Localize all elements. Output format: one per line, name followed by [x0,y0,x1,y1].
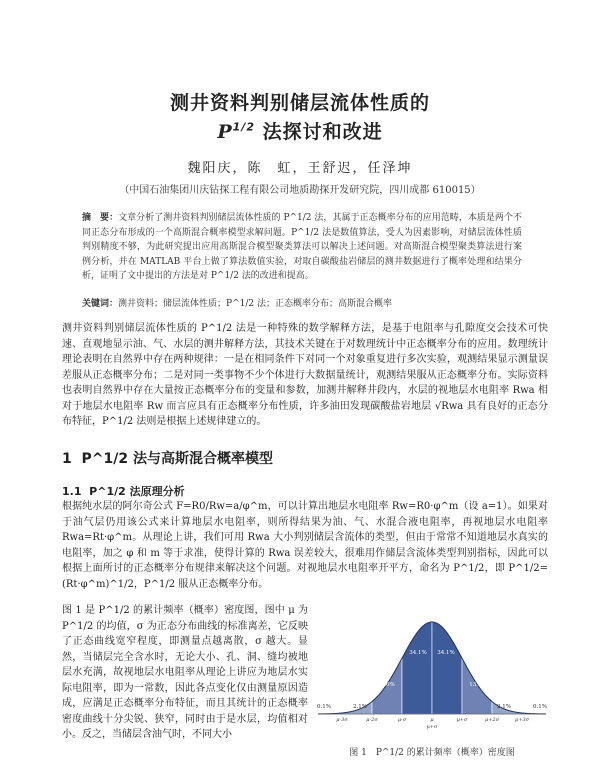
figure-band [432,622,462,714]
figure-percent-label: 2.1% [353,704,367,710]
section-1-title: P^1/2 法与高斯混合概率模型 [81,451,273,467]
figure-fill-group [342,622,522,714]
figure-percent-label: 0.1% [533,704,547,710]
abstract-text: 文章分析了测井资料判别储层流体性质的 P^1/2 法，其属于正态概率分布的应用范畴，本质是两个不同正态分布形成的一个高斯混合概率模型求解问题。P^1/2 法是数值算法，受人为因素影响，对储层流体性质判别精度不够，为此研究提出应用高斯混合模型聚类算法可以解决上述问题。对高斯混合模型聚类算法进行案例分析，并在 MATLAB 平台上做了算法数值实验，对取自碳酸盐岩储层的测井数据进行了概率处理和结果分析，证明了文中提出的方法是对 P^1/2 法的改进和提高。 [82,213,522,282]
figure-axis-label: μ+3σ [514,717,530,723]
figure-axis-labels [336,717,529,723]
figure-axis-label: μ-3σ [336,717,348,723]
figure-percent-label: 13.6% [469,682,487,688]
intro-paragraph: 测井资料判别储层流体性质的 P^1/2 法是一种特殊的数学解释方法，是基于电阻率与孔隙度交会技术可快速、直观地显示油、气、水层的测井解释方法，其技术关键在于对数理统计中正态概率分布的应用。数理统计理论表明在自然界中存在两种规律：一是在相同条件下对同一个对象重复进行多次实验，观测结果显示测量误差服从正态概率分布；二是对同一类事物不少个体进行大数据量统计，观测结果服从正态概率分布。实际资料也表明自然界中存在大量按正态概率分布的变量和参数，加测井解释井段内，水层的视地层水电阻率 Rwa 相对于地层水电阻率 Rw 而言应具有正态概率分布性质，许多油田发现碳酸盐岩地层 √Rwa 具有良好的正态分布特征，P^1/2 法则是根据上述规律建立的。 [62,323,548,427]
title-rest: 法探讨和改进 [255,121,383,143]
abstract-label: 摘 要： [82,213,119,223]
figure-percent-label: 13.6% [377,682,395,688]
section-1-1-number: 1.1 [62,485,82,498]
body-paragraph-2: 图 1 是 P^1/2 的累计频率（概率）密度图，图中 μ 为 P^1/2 的均值，σ 为正态分布曲线的标准离差，它反映了正态曲线宽窄程度，即测量点越离散，σ 越大。显然，当储层完全含水时，无论大小、孔、洞、缝均被地层水充满，故视地层水电阻率从理论上讲应为地层水实际电阻率，即为一常数，因此各点变化仅由测量原因造成，应满足正态概率分布特征，而且其统计的正态概率密度曲线十分尖锐、狭窄，同时由于是水层，均值相对小。反之，当储层含油气时，不同大小 [62,605,308,740]
paper-title-line1: 测井资料判别储层流体性质的 [169,92,430,114]
figure-axis-bottom-label: μ+σ [426,724,438,730]
affiliation: （中国石油集团川庆钻探工程有限公司地质勘探开发研究院，四川成都 610015） [119,185,481,196]
section-1-1-heading [62,483,185,499]
keywords-text: 测井资料；储层流体性质；P^1/2 法；正态概率分布；高斯混合概率 [118,299,392,309]
figure-percent-label: 34.1% [409,650,427,656]
figure-axis-label: μ-2σ [366,717,378,723]
keywords-label: 关键词： [82,299,119,309]
title-p-exponent: 1/2 [232,120,255,134]
section-1-1-title: P^1/2 法原理分析 [89,485,185,498]
figure-caption: 图 1 P^1/2 的累计频率（概率）密度图 [349,748,515,758]
section-1-heading [62,448,273,468]
body-paragraph-1: 根据纯水层的阿尔奇公式 F=R0/Rw=a/φ^m，可以计算出地层水电阻率 Rw=R0·φ^m（设 a=1）。如果对于油气层仍用该公式来计算地层水电阻率，则所得结果为油、气、水混合液电阻率，再视地层水电阻率 Rwa=Rt·φ^m。从理论上讲，我们可用 Rwa 大小判别储层含流体的类型，但由于常常不知道地层水真实的电阻率，加之 φ 和 m 等于求准，使得计算的 Rwa 误差较大，很难用作储层含流体类型判别指标，因此可以根据上面所讨的正态概率分布规律来解决这个问题。对视地层水电阻率开平方，命名为 P^1/2，即 P^1/2=(Rt·φ^m)^1/2，P^1/2 服从正态概率分布。 [62,501,548,590]
figure-percent-label: 2.1% [497,704,511,710]
abstract [82,211,522,284]
title-p-symbol: P [217,121,233,143]
figure-percent-label: 0.1% [317,704,331,710]
figure-axis-label: μ+σ [456,717,468,723]
figure-axis-label: μ+2σ [484,717,500,723]
authors: 魏阳庆，陈 虹，王舒迟，任泽坤 [187,161,413,176]
paper-title-line2 [0,117,600,144]
keywords [82,296,522,309]
section-1-number: 1 [62,451,72,467]
figure-percent-label: 34.1% [437,650,455,656]
normal-distribution-figure [314,602,550,732]
figure-band [402,622,432,714]
figure-axis-label: μ [430,717,434,723]
figure-axis-label: μ-σ [397,717,407,723]
